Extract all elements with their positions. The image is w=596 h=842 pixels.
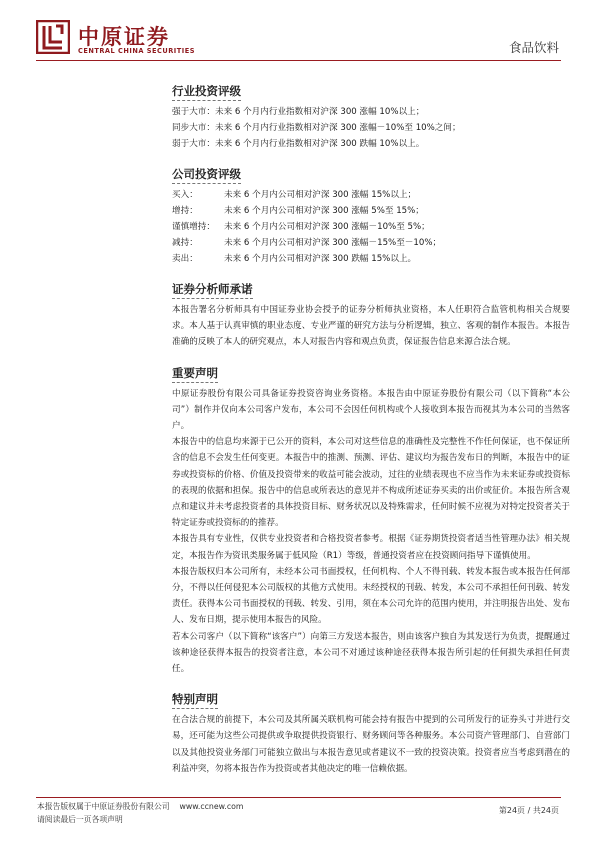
rating-text: 未来 6 个月内公司相对沪深 300 跌幅 15%以上。 — [224, 254, 417, 264]
industry-rating-section — [172, 80, 574, 152]
special-notice-title: 特别声明 — [172, 691, 218, 709]
logo-mark-icon — [36, 20, 70, 54]
special-notice-section — [172, 688, 574, 777]
industry-rating-item: 强于大市：未来 6 个月内行业指数相对沪深 300 涨幅 10%以上； — [172, 107, 425, 117]
industry-rating-item: 同步大市：未来 6 个月内行业指数相对沪深 300 涨幅－10%至 10%之间； — [172, 123, 461, 133]
rating-text: 未来 6 个月内公司相对沪深 300 涨幅 15%以上； — [224, 190, 417, 200]
report-sector: 食品饮料 — [508, 40, 559, 55]
page-header — [0, 0, 596, 62]
rating-label: 卖出： — [172, 254, 198, 264]
paragraph: 本报告中的信息均来源于已公开的资料，本公司对这些信息的准确性及完整性不作任何保证，也不保证所含的信息不会发生任何变更。本报告中的推测、预测、评估、建议均为报告发布日的判断，本报告中的证券或投资标的价格、价值及投资带来的收益可能会波动，过往的业绩表现也不应当作为未来证券或投资标的表现的依据和担保。报告中的信息或所表达的意见并不构成所述证券买卖的出价或征价。本报告所含观点和建议并未考虑投资者的具体投资目标、财务状况以及特殊需求，任何时候不应视为对特定投资者关于特定证券或投资标的的推荐。 — [172, 437, 570, 529]
industry-rating-item: 弱于大市：未来 6 个月内行业指数相对沪深 300 跌幅 10%以上。 — [172, 139, 425, 149]
analyst-commitment-title: 证券分析师承诺 — [172, 281, 253, 299]
company-rating-item — [172, 203, 574, 219]
page-footer-left — [37, 800, 243, 826]
paragraph: 本报告署名分析师具有中国证券业协会授予的证券分析师执业资格，本人任职符合监管机构相关合规要求。本人基于认真审慎的职业态度、专业严谨的研究方法与分析逻辑，独立、客观的制作本报告。本报告准确的反映了本人的研究观点，本人对报告内容和观点负责，保证报告信息来源合法合规。 — [172, 305, 570, 348]
rating-label: 减持： — [172, 238, 198, 248]
footer-copyright: 本报告版权属于中原证券股份有限公司 — [37, 802, 170, 811]
company-rating-item — [172, 219, 574, 235]
important-notice-title: 重要声明 — [172, 365, 218, 383]
rating-label: 谨慎增持： — [172, 222, 215, 232]
footer-notice: 请阅读最后一页各项声明 — [37, 815, 123, 824]
rating-text: 未来 6 个月内公司相对沪深 300 涨幅 5%至 15%； — [224, 206, 424, 216]
footer-website-link[interactable]: www.ccnew.com — [179, 802, 244, 811]
disclaimer-content — [172, 80, 574, 788]
paragraph: 在合法合规的前提下，本公司及其所属关联机构可能会持有报告中提到的公司所发行的证券头寸并进行交易，还可能为这些公司提供或争取提供投资银行、财务顾问等各种服务。本公司资产管理部门、自营部门以及其他投资业务部门可能独立做出与本报告意见或者建议不一致的投资决策。投资者应当考虑到潜在的利益冲突，勿将本报告作为投资或者其他决定的唯一信赖依据。 — [172, 715, 570, 774]
industry-rating-title: 行业投资评级 — [172, 83, 241, 101]
page-number: 第24页 / 共24页 — [498, 806, 559, 815]
paragraph: 中原证券股份有限公司具备证券投资咨询业务资格。本报告由中原证券股份有限公司（以下简称“本公司”）制作并仅向本公司客户发布，本公司不会因任何机构或个人接收到本报告而视其为本公司的当然客户。 — [172, 388, 570, 432]
company-logo — [36, 20, 195, 56]
paragraph: 若本公司客户（以下简称“该客户”）向第三方发送本报告，则由该客户独自为其发送行为负责，提醒通过该种途径获得本报告的投资者注意，本公司不对通过该种途径获得本报告所引起的任何损失承担任何责任。 — [172, 631, 570, 675]
footer-copyright-line — [37, 800, 243, 813]
company-rating-section — [172, 163, 574, 267]
rating-label: 增持： — [172, 206, 198, 216]
important-notice-section — [172, 362, 574, 678]
rating-text: 未来 6 个月内公司相对沪深 300 涨幅－10%至 5%； — [224, 222, 430, 232]
company-rating-item — [172, 235, 574, 251]
rating-text: 未来 6 个月内公司相对沪深 300 涨幅－15%至－10%； — [224, 238, 442, 248]
company-rating-title: 公司投资评级 — [172, 166, 241, 184]
footer-divider — [36, 797, 561, 798]
analyst-commitment-section — [172, 278, 574, 351]
company-rating-item — [172, 251, 574, 267]
logo-chinese-name: 中原证券 — [78, 25, 170, 49]
header-divider — [36, 60, 561, 61]
rating-label: 买入： — [172, 190, 198, 200]
paragraph: 本报告版权归本公司所有，未经本公司书面授权，任何机构、个人不得刊载、转发本报告或本报告任何部分，不得以任何侵犯本公司版权的其他方式使用。未经授权的刊载、转发，本公司不承担任何刊载、转发责任。获得本公司书面授权的刊载、转发、引用，须在本公司允许的范围内使用，并注明报告出处、发布人、发布日期，提示使用本报告的风险。 — [172, 566, 570, 626]
logo-english-name: CENTRAL CHINA SECURITIES — [78, 47, 195, 55]
company-rating-item — [172, 187, 574, 203]
paragraph: 本报告具有专业性，仅供专业投资者和合格投资者参考。根据《证券期货投资者适当性管理办法》相关规定，本报告作为资讯类服务属于低风险（R1）等级，普通投资者应在投资顾问指导下谨慎使用。 — [172, 534, 570, 561]
